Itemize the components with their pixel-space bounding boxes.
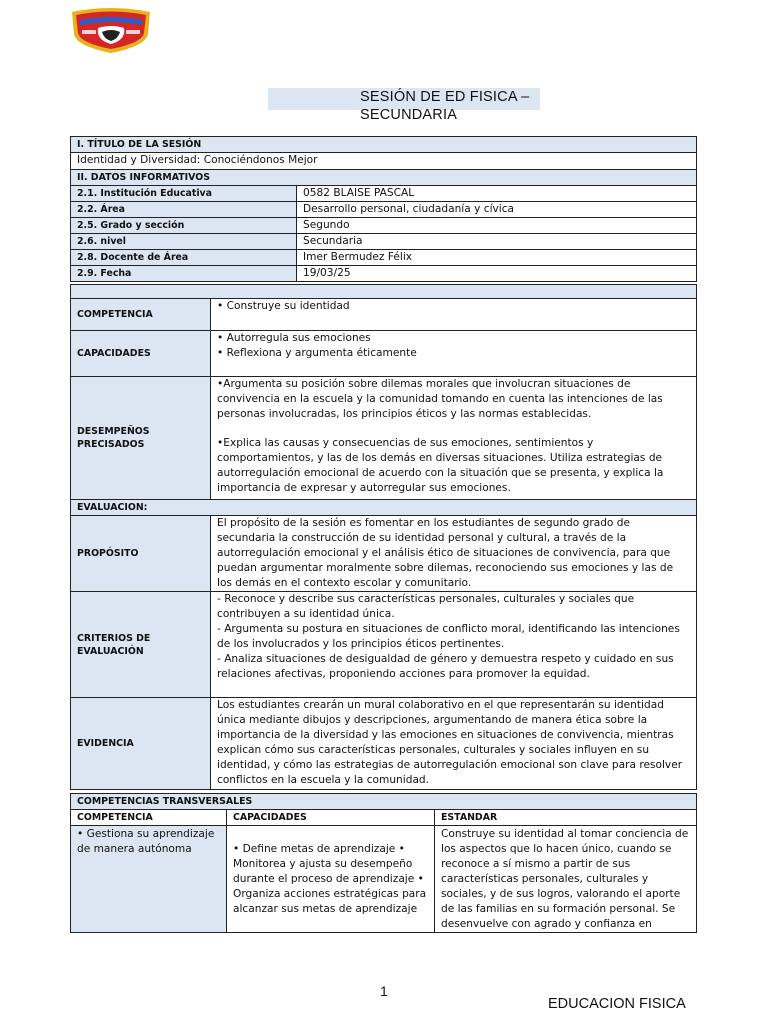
- criterio-item: - Analiza situaciones de desigualdad de género y demuestra respeto y cuidado en sus relaciones afectivas, proponiendo acciones para promover la equidad.: [217, 653, 674, 680]
- section2-header: II. DATOS INFORMATIVOS: [71, 170, 697, 186]
- capacidades-label: CAPACIDADES: [71, 331, 211, 377]
- evaluacion-header: EVALUACION:: [71, 500, 697, 516]
- field-label: 2.8. Docente de Área: [71, 250, 297, 266]
- transversales-table: [70, 793, 697, 933]
- criterios-content: [211, 592, 697, 698]
- desempeno-paragraph: •Explica las causas y consecuencias de sus emociones, sentimientos y comportamientos, y las de los demás en diversas situaciones. Utiliza estrategias de autorregulación emocional de acuerdo con la situación que se presenta, y explica la importancia de expresar y autorregular sus emociones.: [217, 437, 664, 494]
- competencias-table: [70, 284, 697, 790]
- competencia-label: COMPETENCIA: [71, 299, 211, 331]
- field-value: 19/03/25: [297, 266, 697, 282]
- column-header-capacidades: CAPACIDADES: [227, 810, 435, 826]
- competencia-value: • Construye su identidad: [211, 299, 697, 331]
- field-label: 2.1. Institución Educativa: [71, 186, 297, 202]
- field-label: 2.5. Grado y sección: [71, 218, 297, 234]
- column-header-estandar: ESTANDAR: [435, 810, 697, 826]
- criterios-label: CRITERIOS DE EVALUACIÓN: [71, 592, 211, 698]
- field-label: 2.2. Área: [71, 202, 297, 218]
- field-value: Desarrollo personal, ciudadanía y cívica: [297, 202, 697, 218]
- school-crest-logo: [68, 6, 154, 54]
- session-table: [70, 136, 697, 282]
- evidencia-value: Los estudiantes crearán un mural colaborativo en el que representarán su identidad única mediante dibujos y descripciones, argumentando de manera ética sobre la importancia de la diversidad y las emociones en situaciones de convivencia, mientras explican cómo sus características personales, culturales y sociales influyen en su identidad, y cómo las estrategias de autorregulación emocional son clave para resolver conflictos en la escuela y la comunidad.: [211, 698, 697, 790]
- field-value: Secundaria: [297, 234, 697, 250]
- desempenos-label: DESEMPEÑOS PRECISADOS: [71, 377, 211, 500]
- transversal-capacidades: • Define metas de aprendizaje • Monitorea y ajusta su desempeño durante el proceso de aprendizaje • Organiza acciones estratégicas para alcanzar sus metas de aprendizaje: [227, 826, 435, 933]
- field-label: 2.9. Fecha: [71, 266, 297, 282]
- column-header-competencia: COMPETENCIA: [71, 810, 227, 826]
- capacidad-item: • Reflexiona y argumenta éticamente: [217, 347, 417, 359]
- criterio-item: - Reconoce y describe sus características personales, culturales y sociales que contribuyen a su identidad única.: [217, 593, 635, 620]
- transversal-estandar: Construye su identidad al tomar conciencia de los aspectos que lo hacen único, cuando se reconoce a sí mismo a partir de sus características personales, culturales y sociales, y de sus logros, valorando el aporte de las familias en su formación personal. Se desenvuelve con agrado y confianza en: [435, 826, 697, 933]
- session-title-value: Identidad y Diversidad: Conociéndonos Mejor: [71, 153, 697, 170]
- field-label: 2.6. nivel: [71, 234, 297, 250]
- page-number: 1: [380, 983, 388, 999]
- field-value: 0582 BLAISE PASCAL: [297, 186, 697, 202]
- evidencia-label: EVIDENCIA: [71, 698, 211, 790]
- proposito-label: PROPÓSITO: [71, 516, 211, 592]
- transversal-competencia: • Gestiona su aprendizaje de manera autónoma: [71, 826, 227, 933]
- transversales-header: COMPETENCIAS TRANSVERSALES: [71, 794, 697, 810]
- spacer-row: [71, 285, 697, 299]
- capacidades-list: [211, 331, 697, 377]
- section1-header: I. TÍTULO DE LA SESIÓN: [71, 137, 697, 153]
- capacidad-item: • Autorregula sus emociones: [217, 332, 371, 344]
- criterio-item: - Argumenta su postura en situaciones de conflicto moral, identificando las intenciones de los involucrados y los principios éticos pertinentes.: [217, 623, 680, 650]
- field-value: Segundo: [297, 218, 697, 234]
- proposito-value: El propósito de la sesión es fomentar en los estudiantes de segundo grado de secundaria la construcción de su identidad personal y cultural, a través de la autorregulación emocional y el análisis ético de situaciones de convivencia, para que puedan argumentar moralmente sobre dilemas, reconociendo sus emociones y las de los demás en el contexto escolar y comunitario.: [211, 516, 697, 592]
- desempeno-paragraph: •Argumenta su posición sobre dilemas morales que involucran situaciones de convivencia en la escuela y la comunidad tomando en cuenta las intenciones de las personas involucradas, los principios éticos y las normas establecidas.: [217, 378, 663, 420]
- document-title: SESIÓN DE ED FISICA – SECUNDARIA: [360, 89, 530, 123]
- document-title-box: [268, 88, 540, 123]
- desempenos-content: [211, 377, 697, 500]
- field-value: Imer Bermudez Félix: [297, 250, 697, 266]
- footer-label: EDUCACION FISICA: [548, 996, 686, 1012]
